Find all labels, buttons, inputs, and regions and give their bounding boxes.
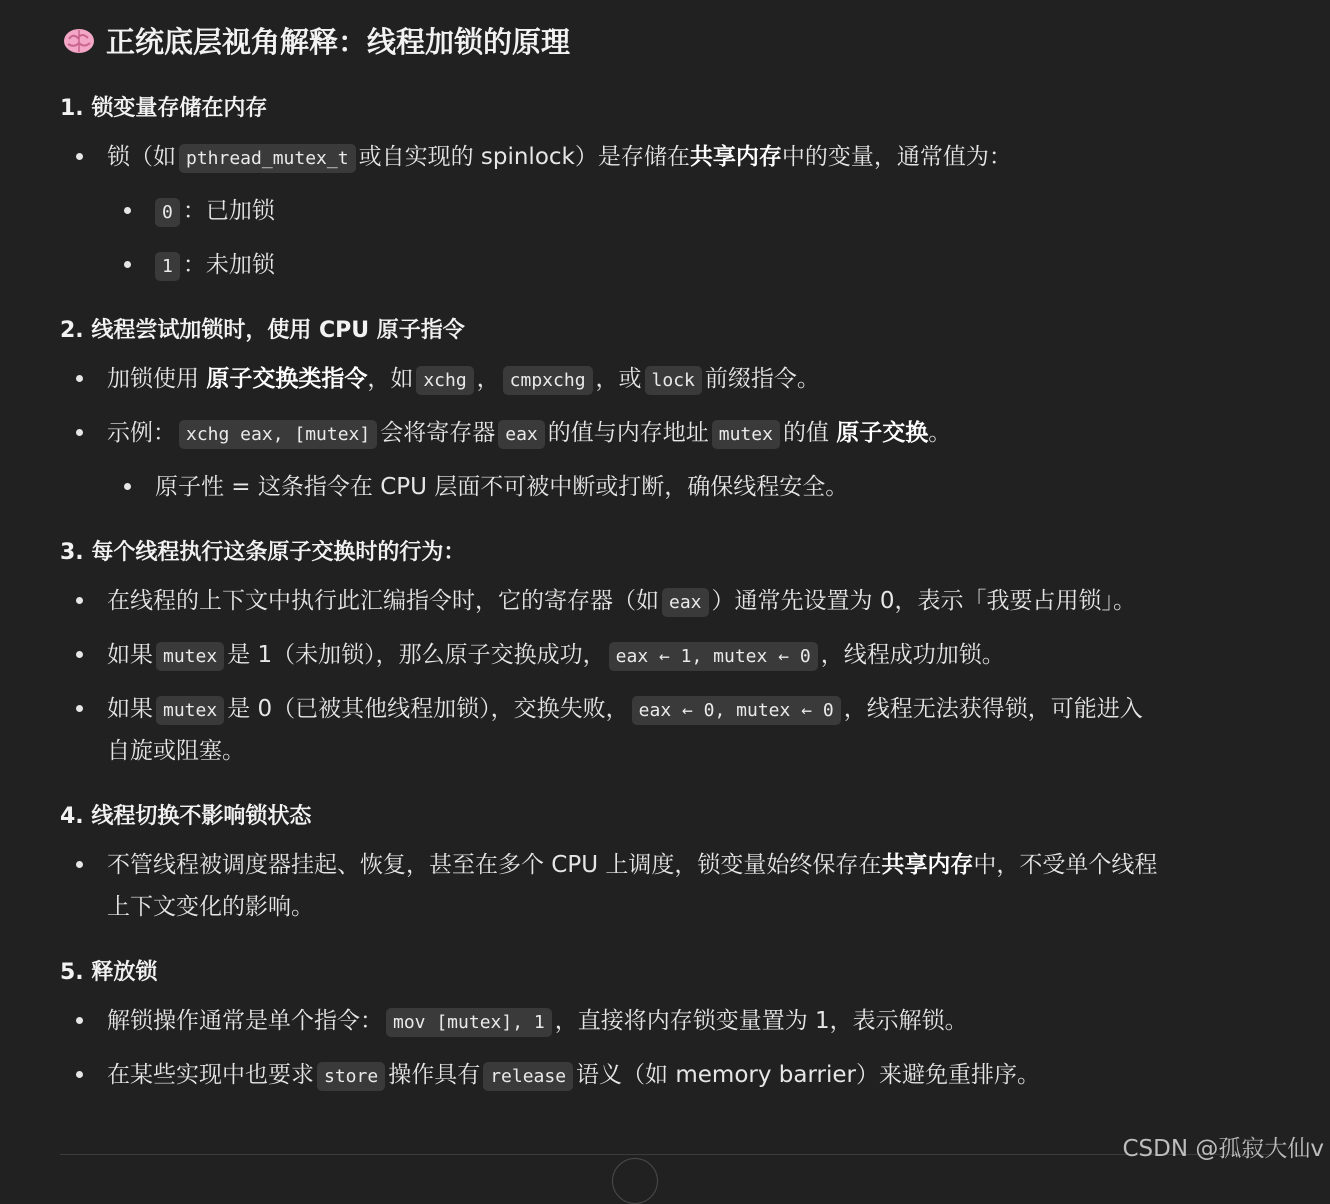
- text: 语义（如 memory barrier）来避免重排序。: [576, 1062, 1040, 1088]
- s2-sub-bullet-1: 原子性 = 这条指令在 CPU 层面不可被中断或打断，确保线程安全。: [155, 474, 849, 500]
- bold-text: 共享内存: [689, 144, 782, 170]
- text: 或自实现的 spinlock）是存储在: [358, 144, 690, 170]
- s3-bullet-2: [107, 634, 1005, 678]
- s4-bullet-1: [107, 844, 1157, 887]
- s1-sub-bullet-2: [152, 244, 275, 288]
- text: ，线程成功加锁。: [820, 642, 1005, 668]
- bullet-dot: [76, 597, 83, 604]
- brain-emoji-icon: [62, 26, 96, 56]
- text: 中，不受单个线程: [973, 852, 1158, 878]
- s1-sub-bullet-1: [152, 190, 275, 234]
- text: 中的变量，通常值为：: [781, 144, 1012, 170]
- title-text: 正统底层视角解释：线程加锁的原理: [106, 25, 571, 59]
- inline-code: mov [mutex], 1: [386, 1008, 552, 1037]
- bold-text: 共享内存: [881, 852, 974, 878]
- s1-bullet-1: [107, 136, 1012, 180]
- text: 解锁操作通常是单个指令：: [107, 1008, 383, 1034]
- text: ，线程无法获得锁，可能进入: [843, 696, 1143, 722]
- s2-bullet-1: [107, 358, 820, 402]
- bullet-dot: [76, 705, 83, 712]
- text: ）通常先设置为 0，表示「我要占用锁」。: [711, 588, 1136, 614]
- text: 的值与内存地址: [547, 420, 709, 446]
- text: 操作具有: [388, 1062, 481, 1088]
- text: 在线程的上下文中执行此汇编指令时，它的寄存器（如: [107, 588, 659, 614]
- inline-code: xchg eax, [mutex]: [179, 420, 377, 449]
- text: 前缀指令。: [704, 366, 820, 392]
- text: ，直接将内存锁变量置为 1，表示解锁。: [554, 1008, 968, 1034]
- bullet-dot: [124, 261, 131, 268]
- text: 会将寄存器: [380, 420, 496, 446]
- inline-code: mutex: [712, 420, 780, 449]
- text: 是 1（未加锁），那么原子交换成功，: [227, 642, 606, 668]
- inline-code: mutex: [156, 696, 224, 725]
- text: 的值: [782, 420, 829, 446]
- bullet-dot: [76, 429, 83, 436]
- s5-bullet-2: [107, 1054, 1040, 1098]
- inline-code: cmpxchg: [503, 366, 593, 395]
- text: 在某些实现中也要求: [107, 1062, 314, 1088]
- text: ，如: [367, 366, 414, 392]
- text: 不管线程被调度器挂起、恢复，甚至在多个 CPU 上调度，锁变量始终保存在: [107, 852, 882, 878]
- text: 。: [928, 420, 952, 446]
- section-1-heading: 1. 锁变量存储在内存: [60, 96, 268, 121]
- inline-code: pthread_mutex_t: [179, 144, 356, 173]
- divider: [60, 1154, 1270, 1155]
- s3-bullet-3-continued: 自旋或阻塞。: [107, 738, 245, 764]
- inline-code: eax ← 0, mutex ← 0: [632, 696, 841, 725]
- text: ，或: [595, 366, 642, 392]
- bullet-dot: [76, 1017, 83, 1024]
- text: ，: [476, 366, 500, 392]
- inline-code: eax: [498, 420, 545, 449]
- inline-code: eax: [662, 588, 709, 617]
- text: 加锁使用: [107, 366, 199, 392]
- bold-text: 原子交换: [836, 420, 929, 446]
- bullet-dot: [76, 861, 83, 868]
- section-3-heading: 3. 每个线程执行这条原子交换时的行为：: [60, 540, 466, 565]
- bullet-dot: [76, 651, 83, 658]
- inline-code: store: [317, 1062, 385, 1091]
- inline-code: eax ← 1, mutex ← 0: [609, 642, 818, 671]
- text: ：已加锁: [182, 198, 275, 224]
- text: 如果: [107, 642, 153, 668]
- bullet-dot: [76, 153, 83, 160]
- inline-code: 1: [155, 252, 180, 281]
- inline-code: 0: [155, 198, 180, 227]
- inline-code: release: [483, 1062, 573, 1091]
- bullet-dot: [76, 375, 83, 382]
- s4-bullet-1-continued: 上下文变化的影响。: [107, 894, 314, 920]
- text: 锁（如: [107, 144, 176, 170]
- text: 是 0（已被其他线程加锁），交换失败，: [227, 696, 629, 722]
- text: 示例：: [107, 420, 176, 446]
- text: ：未加锁: [182, 252, 275, 278]
- scroll-down-button[interactable]: [612, 1158, 658, 1204]
- s5-bullet-1: [107, 1000, 968, 1044]
- inline-code: xchg: [416, 366, 473, 395]
- page-title: [62, 20, 570, 61]
- watermark: CSDN @孤寂大仙v: [1122, 1136, 1324, 1162]
- text: 如果: [107, 696, 153, 722]
- s2-bullet-2: [107, 412, 951, 456]
- inline-code: mutex: [156, 642, 224, 671]
- s3-bullet-1: [107, 580, 1136, 624]
- inline-code: lock: [645, 366, 702, 395]
- section-4-heading: 4. 线程切换不影响锁状态: [60, 804, 312, 829]
- bullet-dot: [76, 1071, 83, 1078]
- bullet-dot: [124, 483, 131, 490]
- bold-text: 原子交换类指令: [206, 366, 368, 392]
- section-2-heading: 2. 线程尝试加锁时，使用 CPU 原子指令: [60, 318, 465, 343]
- bullet-dot: [124, 207, 131, 214]
- s3-bullet-3: [107, 688, 1143, 732]
- section-5-heading: 5. 释放锁: [60, 960, 158, 985]
